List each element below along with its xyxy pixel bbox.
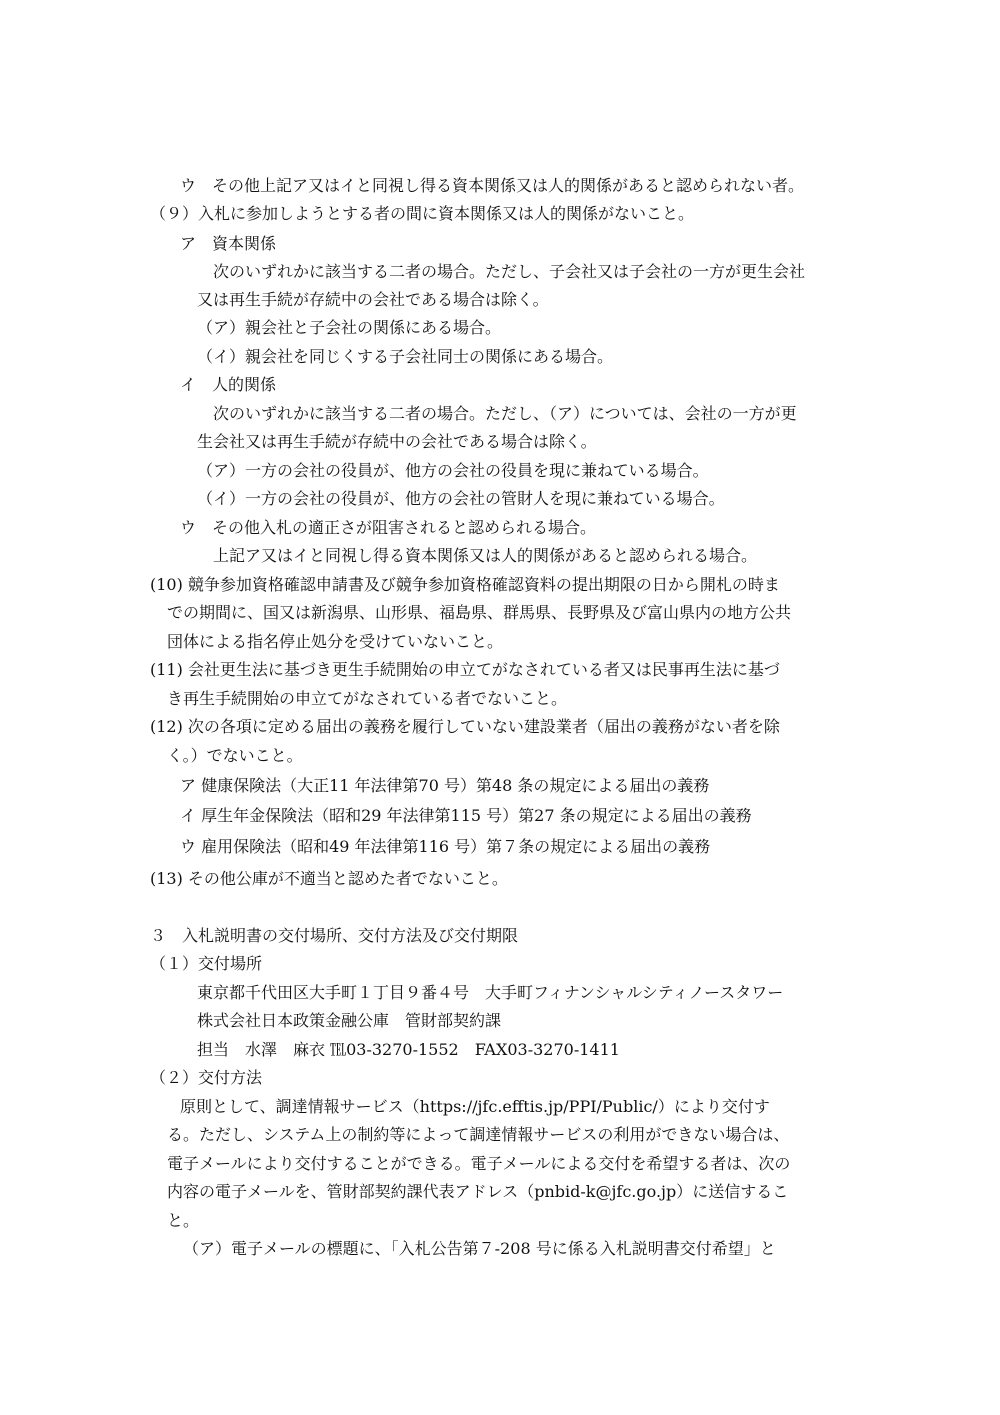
text-line: での期間に、国又は新潟県、山形県、福島県、群馬県、長野県及び富山県内の地方公共 <box>167 603 792 622</box>
text-line: き再生手続開始の申立てがなされている者でないこと。 <box>167 689 568 708</box>
text-line: る。ただし、システム上の制約等によって調達情報サービスの利用ができない場合は、 <box>167 1125 790 1144</box>
text-line: （ア）一方の会社の役員が、他方の会社の役員を現に兼ねている場合。 <box>197 461 709 480</box>
text-line: 株式会社日本政策金融公庫 管財部契約課 <box>197 1011 502 1030</box>
text-line: 上記ア又はイと同視し得る資本関係又は人的関係があると認められる場合。 <box>213 546 758 565</box>
text-line: イ 人的関係 <box>180 375 277 394</box>
text-line: 生会社又は再生手続が存続中の会社である場合は除く。 <box>197 432 597 451</box>
text-line: ウ その他上記ア又はイと同視し得る資本関係又は人的関係があると認められない者。 <box>180 176 805 195</box>
text-line: 又は再生手続が存続中の会社である場合は除く。 <box>197 290 549 309</box>
text-line: （ア）電子メールの標題に、「入札公告第７-208 号に係る入札説明書交付希望」と <box>183 1239 776 1258</box>
text-line: （イ）一方の会社の役員が、他方の会社の管財人を現に兼ねている場合。 <box>197 489 725 508</box>
text-line: く。）でないこと。 <box>167 746 303 765</box>
section-heading: ３ 入札説明書の交付場所、交付方法及び交付期限 <box>150 926 519 945</box>
text-line: 内容の電子メールを、管財部契約課代表アドレス（pnbid-k@jfc.go.jp）に送信するこ <box>167 1182 789 1201</box>
text-line: 東京都千代田区大手町１丁目９番４号 大手町フィナンシャルシティノースタワー <box>197 983 784 1002</box>
text-line: ウ 雇用保険法（昭和49 年法律第116 号）第７条の規定による届出の義務 <box>180 837 711 856</box>
text-line: （２）交付方法 <box>150 1068 263 1087</box>
text-line: (11) 会社更生法に基づき更生手続開始の申立てがなされている者又は民事再生法に基づ <box>150 660 780 679</box>
text-line: 電子メールにより交付することができる。電子メールによる交付を希望する者は、次の <box>167 1154 791 1173</box>
text-line: と。 <box>167 1211 200 1230</box>
text-line: ア 資本関係 <box>180 234 277 253</box>
text-line: (12) 次の各項に定める届出の義務を履行していない建設業者（届出の義務がない者を除 <box>150 717 780 736</box>
text-line: （イ）親会社を同じくする子会社同士の関係にある場合。 <box>197 347 614 366</box>
text-line: ア 健康保険法（大正11 年法律第70 号）第48 条の規定による届出の義務 <box>180 776 710 795</box>
text-line: (10) 競争参加資格確認申請書及び競争参加資格確認資料の提出期限の日から開札の時ま <box>150 575 780 594</box>
text-line: （１）交付場所 <box>150 954 263 973</box>
text-line: イ 厚生年金保険法（昭和29 年法律第115 号）第27 条の規定による届出の義務 <box>180 806 752 825</box>
text-line: （ア）親会社と子会社の関係にある場合。 <box>197 318 502 337</box>
text-line: （９）入札に参加しようとする者の間に資本関係又は人的関係がないこと。 <box>150 204 695 223</box>
text-line: 原則として、調達情報サービス（https://jfc.efftis.jp/PPI/Public/）により交付す <box>180 1097 770 1116</box>
contact-line: 担当 水澤 麻衣 ℡03-3270-1552 FAX03-3270-1411 <box>197 1040 620 1059</box>
text-line: ウ その他入札の適正さが阻害されると認められる場合。 <box>180 518 597 537</box>
text-line: 団体による指名停止処分を受けていないこと。 <box>167 632 504 651</box>
text-line: 次のいずれかに該当する二者の場合。ただし、子会社又は子会社の一方が更生会社 <box>213 262 806 281</box>
text-line: (13) その他公庫が不適当と認めた者でないこと。 <box>150 869 508 888</box>
text-line: 次のいずれかに該当する二者の場合。ただし、（ア）については、会社の一方が更 <box>213 404 797 423</box>
